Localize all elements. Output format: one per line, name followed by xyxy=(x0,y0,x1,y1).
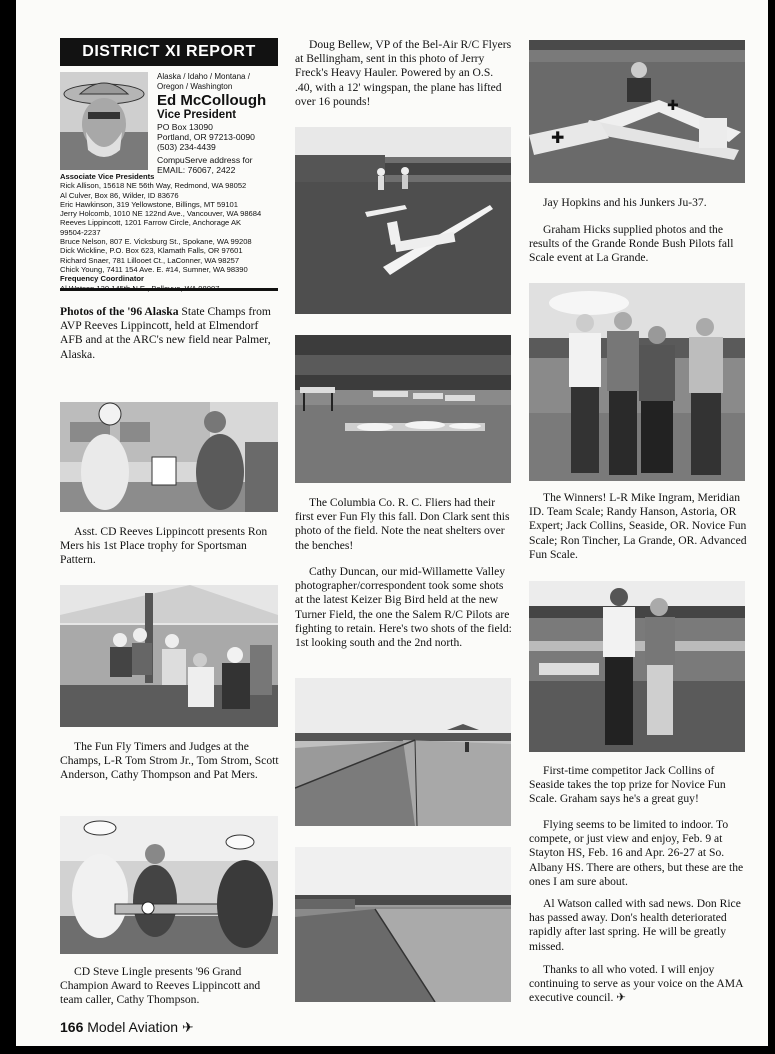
associate-line: Jerry Holcomb, 1010 NE 122nd Ave., Vancouver, WA 98684 xyxy=(60,209,262,219)
vp-states: Alaska / Idaho / Montana / xyxy=(157,72,250,81)
vp-phone: (503) 234-4439 xyxy=(157,142,216,152)
col1-caption-3: CD Steve Lingle presents '96 Grand Champion Award to Reeves Lippincott and team caller, Cathy Thompson. xyxy=(60,965,261,1007)
col2-para-1: Doug Bellew, VP of the Bel-Air R/C Flyers at Bellingham, sent in this photo of Jerry Freck's Heavy Hauler. Powered by an O.S. .40, with a 12' wingspan, the plane has lifted over 16 pounds! xyxy=(295,38,512,108)
col1-caption-1: Asst. CD Reeves Lippincott presents Ron Mers his 1st Place trophy for Sportsman Pattern. xyxy=(60,525,268,567)
photo-columbia-field xyxy=(295,335,511,483)
photo-fun-fly-judges xyxy=(60,585,278,727)
col3-para-3: Al Watson called with sad news. Don Rice has passed away. Don's health deteriorated rapidly after last spring. He will be greatly missed. xyxy=(529,897,741,953)
col3-para-4: Thanks to all who voted. I will enjoy continuing to serve as your voice on the AMA executive council. ✈ xyxy=(529,963,743,1005)
associate-line: Chick Young, 7411 154 Ave. E. #14, Sumner, WA 98390 xyxy=(60,264,248,274)
vp-name: Ed McCollough xyxy=(157,92,267,109)
svg-text:✚: ✚ xyxy=(667,98,679,114)
vp-email: EMAIL: 76067, 2422 xyxy=(157,165,236,175)
photo-grand-champion-award xyxy=(60,816,278,954)
col1-intro xyxy=(60,305,282,362)
associate-vp-list xyxy=(60,172,285,293)
col3-para-1: Graham Hicks supplied photos and the results of the Grande Ronde Bush Pilots fall Scale event at La Grande. xyxy=(529,223,734,265)
photo-junkers-ju37 xyxy=(529,40,745,183)
associate-line: Rick Allison, 15618 NE 56th Way, Redmond, WA 98052 xyxy=(60,181,247,191)
associate-line: Richard Snaer, 781 Lillooet Ct., LaConner, WA 98257 xyxy=(60,255,240,265)
col3-caption-1: Jay Hopkins and his Junkers Ju-37. xyxy=(543,196,707,209)
frequency-heading: Frequency Coordinator xyxy=(60,274,144,284)
associate-line: Bruce Nelson, 807 E. Vicksburg St., Spokane, WA 99208 xyxy=(60,237,252,247)
photo-winners xyxy=(529,283,745,481)
vp-address: PO Box 13090 xyxy=(157,122,213,132)
photo-trophy-presentation xyxy=(60,402,278,512)
col3-caption-2: The Winners! L-R Mike Ingram, Meridian ID. Team Scale; Randy Hanson, Astoria, OR Expert; Jack Collins, Seaside, OR. Novice Fun Scale; Ron Tincher, La Grande, OR. Advanced Fun Scale. xyxy=(529,491,747,561)
col2-para-3: Cathy Duncan, our mid-Willamette Valley photographer/correspondent took some shots at the latest Keizer Big Bird held at the new Turner Field, the one the Salem R/C Pilots are fighting to retain. Here's two shots of the field: 1st looking south and the 2nd north. xyxy=(295,565,512,650)
vp-contact-block xyxy=(157,72,282,175)
vp-states: Oregon / Washington xyxy=(157,81,233,91)
magazine-name: Model Aviation ✈ xyxy=(87,1019,194,1035)
associate-heading: Associate Vice Presidents xyxy=(60,172,155,181)
associate-line: Eric Hawkinson, 319 Yellowstone, Billings, MT 59101 xyxy=(60,199,238,209)
photo-turner-field-south xyxy=(295,678,511,826)
vp-role: Vice President xyxy=(157,109,237,121)
divider xyxy=(60,288,278,291)
vp-address: Portland, OR 97213-0090 xyxy=(157,132,255,142)
associate-line: Al Culver, Box 86, Wilder, ID 83676 xyxy=(60,190,179,200)
report-title: DISTRICT XI REPORT xyxy=(60,38,278,66)
photo-turner-field-north xyxy=(295,847,511,1002)
magazine-page xyxy=(16,0,768,1046)
col2-para-2: The Columbia Co. R. C. Fliers had their first ever Fun Fly this fall. Don Clark sent this photo of the field. Note the neat shelters over the benches! xyxy=(295,496,510,552)
photo-jack-collins xyxy=(529,581,745,752)
col1-caption-2: The Fun Fly Timers and Judges at the Champs, L-R Tom Strom Jr., Tom Strom, Scott Anderson, Cathy Thompson and Pat Mers. xyxy=(60,740,279,782)
col3-caption-3: First-time competitor Jack Collins of Seaside takes the top prize for Novice Fun Scale. Graham says he's a great guy! xyxy=(529,764,726,806)
associate-line: 99504-2237 xyxy=(60,227,101,237)
svg-text:✚: ✚ xyxy=(551,128,565,147)
photo-heavy-hauler xyxy=(295,127,511,314)
intro-bold: Photos of the '96 Alaska xyxy=(60,305,179,318)
intro-text: State Champs from AVP Reeves Lippincott, held at Elmendorf AFB and at the ARC's new field near Palmer, Alaska. xyxy=(60,305,271,361)
associate-line: Dick Wickline, P.O. Box 623, Klamath Falls, OR 97601 xyxy=(60,246,243,256)
col3-para-2: Flying seems to be limited to indoor. To compete, or just view and enjoy, Feb. 9 at Stayton HS, Feb. 16 and Apr. 26-27 at So. Albany HS. There are others, but these are the ones I am sure about. xyxy=(529,818,744,888)
associate-line: Reeves Lippincott, 1201 Farrow Circle, Anchorage AK xyxy=(60,218,242,228)
page-number: 166 xyxy=(60,1019,84,1035)
page-footer xyxy=(60,1019,194,1036)
vp-headshot-photo xyxy=(60,72,148,170)
vp-email: CompuServe address for xyxy=(157,155,253,165)
